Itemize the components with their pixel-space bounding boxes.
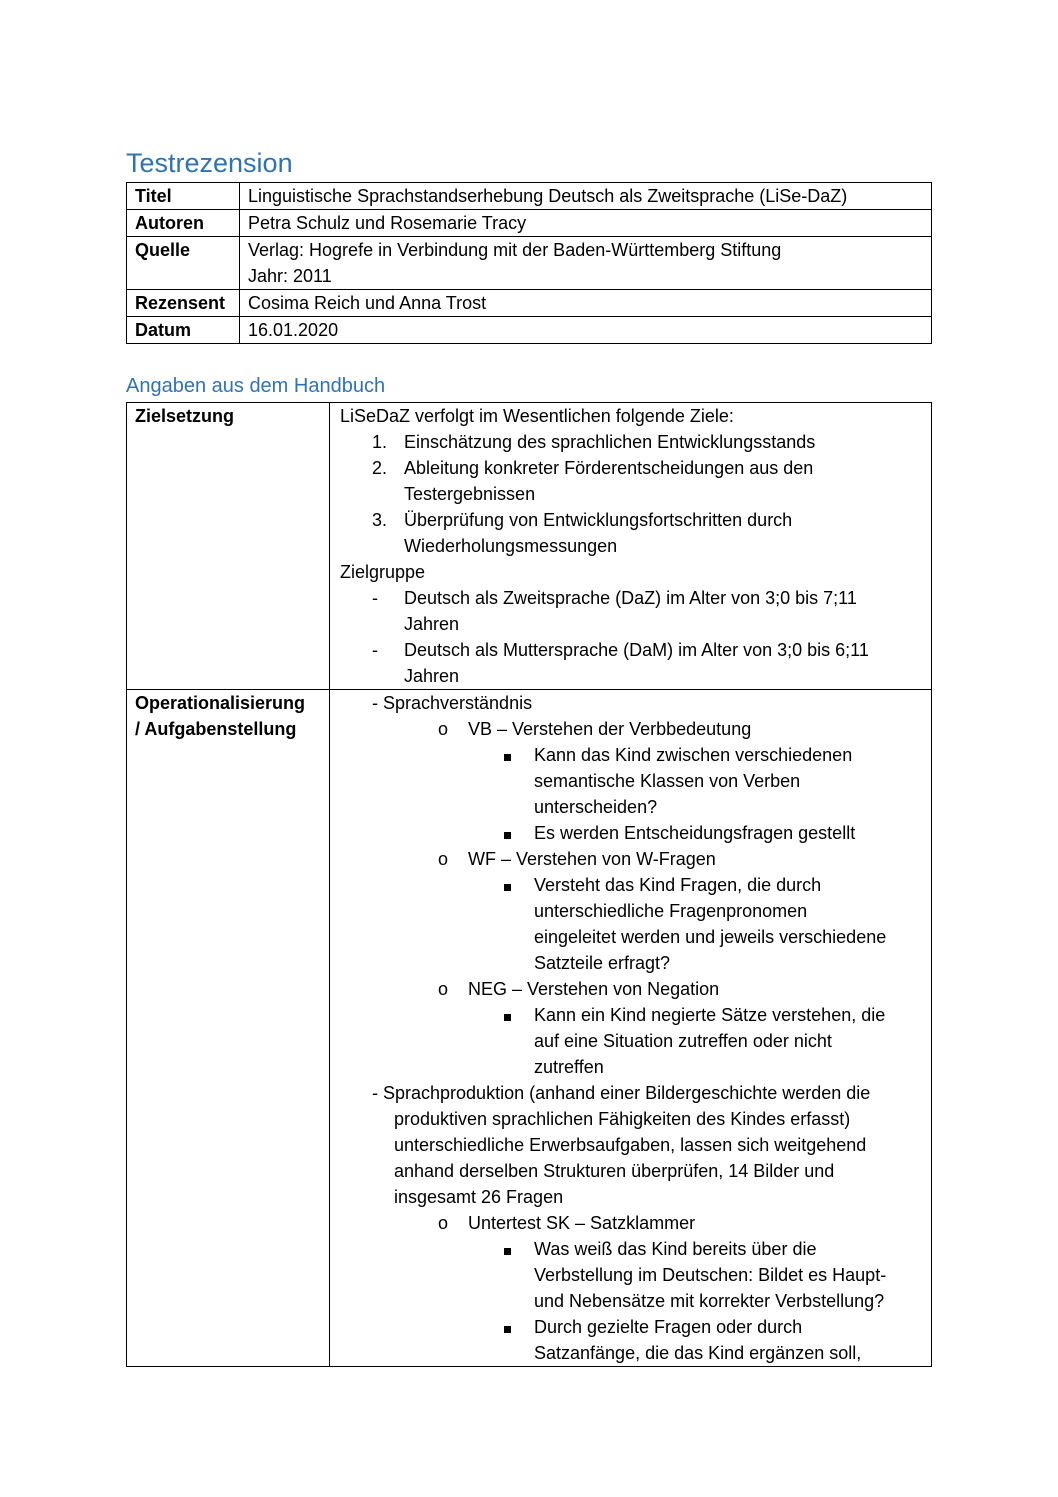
- square-bullet-icon: [504, 1014, 511, 1021]
- list-item-text: und Nebensätze mit korrekter Verbstellung?: [534, 1291, 885, 1311]
- metadata-row: [127, 237, 932, 290]
- operationalisierung-label-line: Operationalisierung: [135, 693, 306, 713]
- zielsetzung-content: [330, 403, 932, 690]
- goal-item: [340, 455, 921, 507]
- list-item-text: auf eine Situation zutreffen oder nicht: [534, 1031, 832, 1051]
- list-item-text: Einschätzung des sprachlichen Entwicklungsstands: [404, 432, 816, 452]
- list-marker: [504, 820, 534, 846]
- list-item-text: Es werden Entscheidungsfragen gestellt: [534, 823, 856, 843]
- zielsetzung-label: Zielsetzung: [127, 403, 330, 690]
- zielgruppe-item: [340, 637, 921, 689]
- zielgruppe-label: Zielgruppe: [340, 562, 426, 582]
- section-title: Angaben aus dem Handbuch: [126, 375, 386, 397]
- metadata-label: Titel: [127, 183, 240, 210]
- list-item-text: Durch gezielte Fragen oder durch: [534, 1317, 803, 1337]
- list-marker: [372, 455, 404, 507]
- subtest-detail: [340, 872, 921, 976]
- metadata-value-line: 16.01.2020: [248, 320, 339, 340]
- square-bullet-icon: [504, 1248, 511, 1255]
- metadata-table: [126, 182, 932, 344]
- subtest-detail: [340, 1236, 921, 1314]
- circle-bullet: o: [438, 979, 449, 999]
- metadata-value: [240, 237, 932, 290]
- list-item-text: Jahren: [404, 614, 460, 634]
- metadata-label: Datum: [127, 317, 240, 344]
- list-item-text: Untertest SK – Satzklammer: [468, 1213, 696, 1233]
- metadata-label: Rezensent: [127, 290, 240, 317]
- list-item-text: unterscheiden?: [534, 797, 658, 817]
- subtest-detail: [340, 820, 921, 846]
- subtest-detail: [340, 1314, 921, 1366]
- sprachproduktion-line: insgesamt 26 Fragen: [394, 1187, 564, 1207]
- list-item-text: Satzanfänge, die das Kind ergänzen soll,: [534, 1343, 862, 1363]
- list-marker: [438, 1210, 468, 1236]
- circle-bullet: o: [438, 1213, 449, 1233]
- list-item-text: unterschiedliche Fragenpronomen: [534, 901, 808, 921]
- list-marker: [504, 872, 534, 976]
- list-item-text: Kann das Kind zwischen verschiedenen: [534, 745, 853, 765]
- sprachproduktion-line: anhand derselben Strukturen überprüfen, 14 Bilder und: [394, 1161, 835, 1181]
- dash-marker: -: [372, 588, 378, 608]
- sprachproduktion-line: - Sprachproduktion (anhand einer Bildergeschichte werden die: [372, 1083, 871, 1103]
- list-marker: [438, 846, 468, 872]
- circle-bullet: o: [438, 849, 449, 869]
- list-number: 3.: [372, 510, 388, 530]
- metadata-row: [127, 290, 932, 317]
- operationalisierung-content: [330, 690, 932, 1367]
- operationalisierung-label: [127, 690, 330, 1367]
- list-item-text: Kann ein Kind negierte Sätze verstehen, die: [534, 1005, 886, 1025]
- list-item-text: Versteht das Kind Fragen, die durch: [534, 875, 822, 895]
- list-item-text: Verbstellung im Deutschen: Bildet es Haupt-: [534, 1265, 887, 1285]
- list-item-text: VB – Verstehen der Verbbedeutung: [468, 719, 752, 739]
- list-marker: [438, 716, 468, 742]
- metadata-value: [240, 290, 932, 317]
- sprachproduktion-line: produktiven sprachlichen Fähigkeiten des Kindes erfasst): [394, 1109, 851, 1129]
- operationalisierung-row: [127, 690, 932, 1367]
- list-marker: [438, 976, 468, 1002]
- list-item-text: semantische Klassen von Verben: [534, 771, 801, 791]
- list-marker: [372, 429, 404, 455]
- metadata-value: [240, 317, 932, 344]
- list-marker: [504, 1002, 534, 1080]
- list-marker: [372, 637, 404, 689]
- list-item-text: Testergebnissen: [404, 484, 536, 504]
- circle-bullet: o: [438, 719, 449, 739]
- metadata-row: [127, 317, 932, 344]
- subtest-item: [340, 1210, 921, 1236]
- subtest-item: [340, 846, 921, 872]
- metadata-label: Autoren: [127, 210, 240, 237]
- zielgruppe-item: [340, 585, 921, 637]
- sprachverstaendnis-heading: - Sprachverständnis: [372, 693, 533, 713]
- square-bullet-icon: [504, 884, 511, 891]
- list-item-text: zutreffen: [534, 1057, 604, 1077]
- document-title: Testrezension: [126, 148, 293, 178]
- list-number: 1.: [372, 432, 388, 452]
- list-number: 2.: [372, 458, 388, 478]
- operationalisierung-label-line: / Aufgabenstellung: [135, 719, 297, 739]
- metadata-value-line: Verlag: Hogrefe in Verbindung mit der Baden-Württemberg Stiftung: [248, 240, 782, 260]
- list-item-text: Überprüfung von Entwicklungsfortschritten durch: [404, 510, 793, 530]
- list-marker: [372, 585, 404, 637]
- metadata-row: [127, 210, 932, 237]
- dash-marker: -: [372, 640, 378, 660]
- metadata-value: [240, 183, 932, 210]
- list-marker: [504, 1236, 534, 1314]
- square-bullet-icon: [504, 754, 511, 761]
- metadata-value-line: Linguistische Sprachstandserhebung Deutsch als Zweitsprache (LiSe-DaZ): [248, 186, 848, 206]
- metadata-label: Quelle: [127, 237, 240, 290]
- subtest-detail: [340, 1002, 921, 1080]
- metadata-value: [240, 210, 932, 237]
- list-item-text: Deutsch als Zweitsprache (DaZ) im Alter von 3;0 bis 7;11: [404, 588, 857, 608]
- list-marker: [372, 507, 404, 559]
- metadata-value-line: Jahr: 2011: [248, 266, 332, 286]
- square-bullet-icon: [504, 1326, 511, 1333]
- list-item-text: Satzteile erfragt?: [534, 953, 671, 973]
- subtest-item: [340, 976, 921, 1002]
- list-marker: [504, 1314, 534, 1366]
- goal-item: [340, 507, 921, 559]
- list-item-text: WF – Verstehen von W-Fragen: [468, 849, 716, 869]
- metadata-row: [127, 183, 932, 210]
- sprachproduktion-line: unterschiedliche Erwerbsaufgaben, lassen sich weitgehend: [394, 1135, 867, 1155]
- list-item-text: Jahren: [404, 666, 460, 686]
- list-item-text: Ableitung konkreter Förderentscheidungen aus den: [404, 458, 814, 478]
- zielsetzung-row: [127, 403, 932, 690]
- metadata-value-line: Petra Schulz und Rosemarie Tracy: [248, 213, 527, 233]
- list-item-text: eingeleitet werden und jeweils verschiedene: [534, 927, 887, 947]
- subtest-item: [340, 716, 921, 742]
- handbook-table: [126, 402, 932, 1367]
- metadata-value-line: Cosima Reich und Anna Trost: [248, 293, 487, 313]
- list-item-text: Was weiß das Kind bereits über die: [534, 1239, 817, 1259]
- list-item-text: NEG – Verstehen von Negation: [468, 979, 720, 999]
- list-item-text: Deutsch als Muttersprache (DaM) im Alter von 3;0 bis 6;11: [404, 640, 869, 660]
- goal-item: [340, 429, 921, 455]
- square-bullet-icon: [504, 832, 511, 839]
- subtest-detail: [340, 742, 921, 820]
- list-item-text: Wiederholungsmessungen: [404, 536, 618, 556]
- zielsetzung-intro: LiSeDaZ verfolgt im Wesentlichen folgende Ziele:: [340, 406, 734, 426]
- list-marker: [504, 742, 534, 820]
